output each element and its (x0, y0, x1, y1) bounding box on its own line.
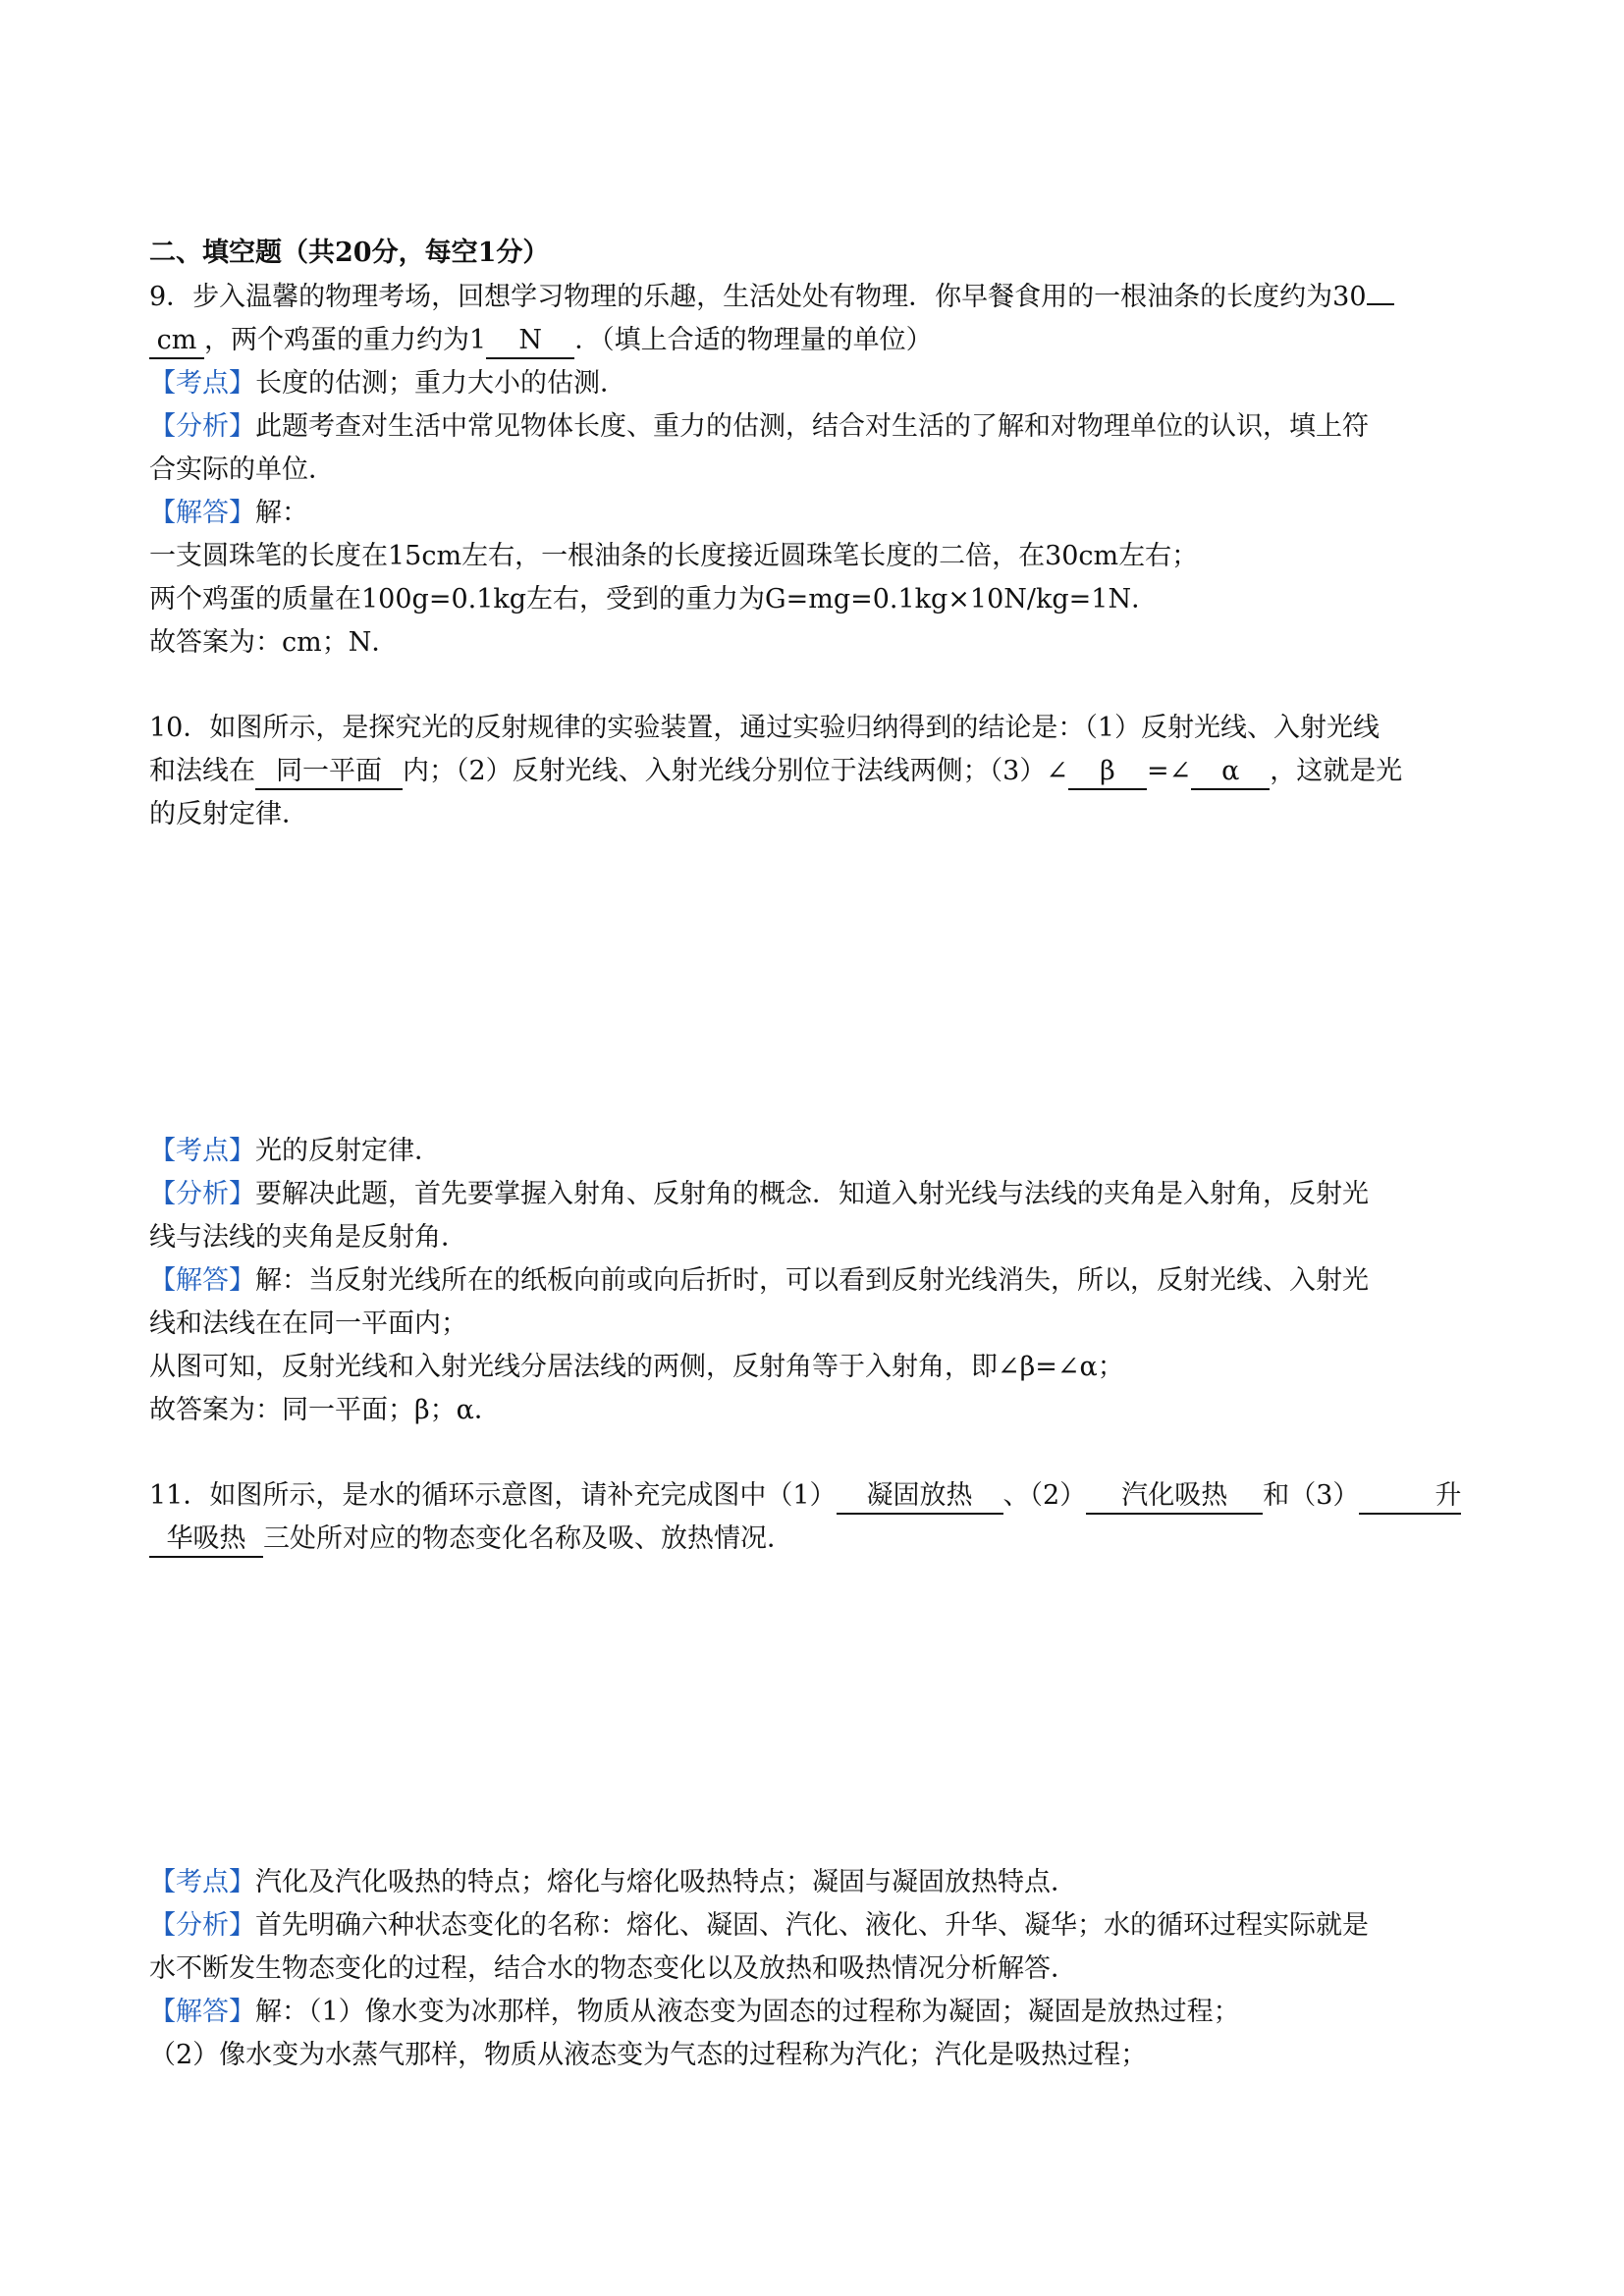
tag-jieda: 【解答】 (149, 1265, 255, 1296)
q11-fenxi-2: 水不断发生物态变化的过程，结合水的物态变化以及放热和吸热情况分析解答． (149, 1953, 1077, 1984)
tag-fenxi: 【分析】 (149, 411, 255, 442)
tag-fenxi: 【分析】 (149, 1910, 255, 1941)
q9-text-2: ，两个鸡蛋的重力约为1 (204, 325, 487, 355)
q9-line-2 (149, 321, 933, 360)
q11-blank-1: 凝固放热 (837, 1479, 1003, 1515)
q11-jieda (149, 1993, 1240, 2032)
q11-text-1: 11．如图所示，是水的循环示意图，请补充完成图中（1） (149, 1480, 837, 1511)
q10-solution-1: 从图可知，反射光线和入射光线分居法线的两侧，反射角等于入射角，即∠β=∠α； (149, 1352, 1124, 1382)
q10-blank-2: β (1068, 755, 1147, 790)
q9-solution-2: 两个鸡蛋的质量在100g=0.1kg左右，受到的重力为G=mg=0.1kg×10N/kg=1N． (149, 584, 1159, 614)
q11-line-2 (149, 1520, 793, 1559)
q10-text-2: 内；（2）反射光线、入射光线分别位于法线两侧；（3）∠ (403, 756, 1068, 786)
q9-solution-1: 一支圆珠笔的长度在15cm左右，一根油条的长度接近圆珠笔长度的二倍，在30cm左右； (149, 541, 1199, 571)
q9-blank-1: cm (149, 324, 204, 359)
q9-fenxi (149, 407, 1369, 447)
q9-text-1: 9．步入温馨的物理考场，回想学习物理的乐趣，生活处处有物理．你早餐食用的一根油条的长度约为30 (149, 282, 1367, 312)
q9-blank-1-start (1367, 303, 1394, 305)
q10-text-3: =∠ (1146, 756, 1192, 786)
q10-text-1: 和法线在 (149, 756, 255, 786)
q9-text-3: ．（填上合适的物理量的单位） (574, 325, 933, 355)
q11-blank-3-start: 升 (1359, 1479, 1461, 1515)
q10-kaodian-text: 光的反射定律． (255, 1136, 441, 1166)
q10-text-4: ，这就是光 (1270, 756, 1403, 786)
q11-kaodian (149, 1863, 1077, 1902)
q10-fenxi-2: 线与法线的夹角是反射角． (149, 1222, 467, 1253)
q10-jieda-2: 线和法线在在同一平面内； (149, 1308, 467, 1339)
tag-kaodian: 【考点】 (149, 1867, 255, 1897)
q9-answer: 故答案为：cm；N． (149, 627, 399, 658)
q10-kaodian (149, 1132, 441, 1171)
q11-text-3: 和（3） (1263, 1480, 1360, 1511)
tag-jieda: 【解答】 (149, 498, 255, 528)
q9-fenxi-2: 合实际的单位． (149, 454, 335, 485)
section-title: 二、填空题（共20分，每空1分） (149, 238, 550, 268)
q10-line-3: 的反射定律． (149, 799, 308, 829)
q9-blank-2: N (486, 324, 574, 359)
q11-kaodian-text: 汽化及汽化吸热的特点；熔化与熔化吸热特点；凝固与凝固放热特点． (255, 1867, 1077, 1897)
q11-blank-3: 华吸热 (149, 1522, 263, 1558)
q10-line-2 (149, 752, 1402, 791)
q11-text-2: 、（2） (1002, 1480, 1087, 1511)
q10-answer: 故答案为：同一平面；β；α． (149, 1395, 501, 1425)
q10-blank-1: 同一平面 (255, 755, 403, 790)
q11-blank-2: 汽化吸热 (1086, 1479, 1263, 1515)
q9-jieda-text: 解： (255, 498, 308, 528)
q9-fenxi-text: 此题考查对生活中常见物体长度、重力的估测，结合对生活的了解和对物理单位的认识，填上符 (255, 411, 1369, 442)
q9-kaodian (149, 364, 626, 403)
tag-kaodian: 【考点】 (149, 368, 255, 399)
q10-line-1: 10．如图所示，是探究光的反射规律的实验装置，通过实验归纳得到的结论是：（1）反射光线、入射光线 (149, 713, 1380, 743)
tag-kaodian: 【考点】 (149, 1136, 255, 1166)
q10-fenxi (149, 1175, 1369, 1214)
q11-jieda-text: 解：（1）像水变为冰那样，物质从液态变为固态的过程称为凝固；凝固是放热过程； (255, 1997, 1240, 2027)
q11-fenxi (149, 1906, 1369, 1946)
tag-fenxi: 【分析】 (149, 1179, 255, 1209)
q10-blank-3: α (1191, 755, 1270, 790)
q9-kaodian-text: 长度的估测；重力大小的估测． (255, 368, 626, 399)
q11-line-1 (149, 1476, 1461, 1516)
q10-fenxi-text: 要解决此题，首先要掌握入射角、反射角的概念．知道入射光线与法线的夹角是入射角，反射光 (255, 1179, 1369, 1209)
q10-jieda-text: 解：当反射光线所在的纸板向前或向后折时，可以看到反射光线消失，所以，反射光线、入射光 (255, 1265, 1369, 1296)
q9-line-1 (149, 278, 1394, 317)
q11-text-4: 三处所对应的物态变化名称及吸、放热情况． (263, 1523, 793, 1554)
q11-fenxi-text: 首先明确六种状态变化的名称：熔化、凝固、汽化、液化、升华、凝华；水的循环过程实际就是 (255, 1910, 1369, 1941)
q9-jieda (149, 494, 308, 533)
q10-jieda (149, 1261, 1369, 1301)
q11-solution-1: （2）像水变为水蒸气那样，物质从液态变为气态的过程称为汽化；汽化是吸热过程； (149, 2040, 1148, 2070)
tag-jieda: 【解答】 (149, 1997, 255, 2027)
